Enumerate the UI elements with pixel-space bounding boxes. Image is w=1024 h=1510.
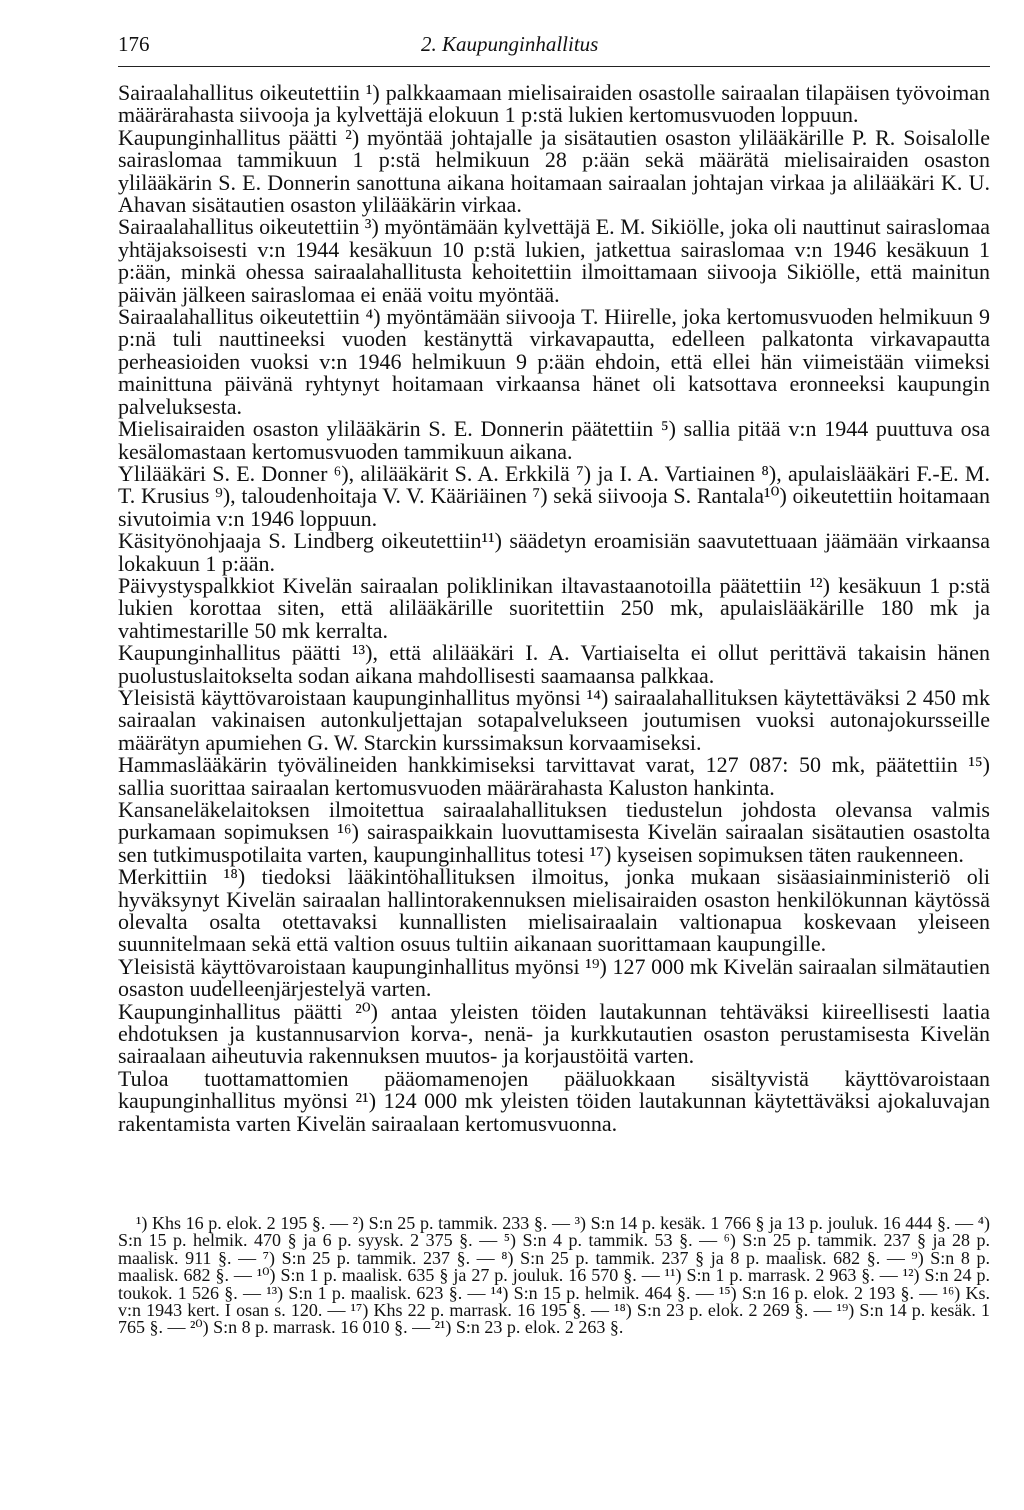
- paragraph: Sairaalahallitus oikeutettiin ¹) palkkaamaan mielisairaiden osastolle sairaalan tilapäisen työvoiman määrärahasta siivooja ja kylvettäjä elokuun 1 p:stä lukien kertomusvuoden loppuun.: [118, 80, 990, 128]
- footnote-text: ¹) Khs 16 p. elok. 2 195 §. — ²) S:n 25 p. tammik. 233 §. — ³) S:n 14 p. kesäk. 1 766 § ja 13 p. jouluk. 16 444 §. — ⁴) S:n 15 p. helmik. 470 § ja 6 p. syysk. 2 375 §. — ⁵) S:n 4 p. tammik. 53 §. — ⁶) S:n 25 p. tammik. 237 § ja 28 p. maalisk. 911 §. — ⁷) S:n 25 p. tammik. 237 §. — ⁸) S:n 25 p. tammik. 237 § ja 8 p. maalisk. 682 §. — ⁹) S:n 8 p. maalisk. 682 §. — ¹⁰) S:n 1 p. maalisk. 635 § ja 27 p. jouluk. 16 570 §. — ¹¹) S:n 1 p. marrask. 2 963 §. — ¹²) S:n 24 p. toukok. 1 526 §. — ¹³) S:n 1 p. maalisk. 623 §. — ¹⁴) S:n 15 p. helmik. 464 §. — ¹⁵) S:n 16 p. elok. 2 193 §. — ¹⁶) Ks. v:n 1943 kert. I osan s. 120. — ¹⁷) Khs 22 p. marrask. 16 195 §. — ¹⁸) S:n 23 p. elok. 2 269 §. — ¹⁹) S:n 14 p. kesäk. 1 765 §. — ²⁰) S:n 8 p. marrask. 16 010 §. — ²¹) S:n 23 p. elok. 2 263 §.: [118, 1213, 990, 1338]
- paragraph: Käsityönohjaaja S. Lindberg oikeutettiin¹¹) säädetyn eroamisiän saavutettuaan jäämään virkaansa lokakuun 1 p:ään.: [118, 528, 990, 576]
- paragraph: Hammaslääkärin työvälineiden hankkimiseksi tarvittavat varat, 127 087: 50 mk, päätettiin ¹⁵) sallia suorittaa sairaalan kertomusvuoden määrärahasta Kaluston hankinta.: [118, 752, 990, 800]
- paragraph: Mielisairaiden osaston ylilääkärin S. E. Donnerin päätettiin ⁵) sallia pitää v:n 1944 puuttuva osa kesälomastaan kertomusvuoden tammikuun aikana.: [118, 416, 990, 464]
- page-header: [118, 30, 990, 67]
- paragraph: Tuloa tuottamattomien pääomamenojen pääluokkaan sisältyvistä käyttövaroistaan kaupunginhallitus myönsi ²¹) 124 000 mk yleisten töiden lautakunnan käytettäväksi ajokaluvajan rakentamista varten Kivelän sairaalaan kertomusvuonna.: [118, 1065, 990, 1136]
- page-number: 176: [118, 32, 150, 56]
- paragraph: Yleisistä käyttövaroistaan kaupunginhallitus myönsi ¹⁹) 127 000 mk Kivelän sairaalan silmätautien osaston uudelleenjärjestelyä varten.: [118, 953, 990, 1002]
- main-text: [118, 82, 990, 1135]
- paragraph: Merkittiin ¹⁸) tiedoksi lääkintöhallituksen ilmoitus, jonka mukaan sisäasiainministeriö oli hyväksynyt Kivelän sairaalan hallintorakennuksen mielisairaiden osaston henkilökunnan käytössä olevalta osalta otettavaksi kunnallisten mielisairaalain valtionapua koskevaan yleiseen suunnitelmaan sekä että valtion osuus tultiin aikanaan suorittamaan kaupungille.: [118, 864, 990, 957]
- paragraph: Ylilääkäri S. E. Donner ⁶), alilääkärit S. A. Erkkilä ⁷) ja I. A. Vartiainen ⁸), apulaislääkäri F.-E. M. T. Krusius ⁹), taloudenhoitaja V. V. Kääriäinen ⁷) sekä siivooja S. Rantala¹⁰) oikeutettiin hoitamaan sivutoimia v:n 1946 loppuun.: [118, 460, 990, 531]
- paragraph: Kaupunginhallitus päätti ²⁰) antaa yleisten töiden lautakunnan tehtäväksi kiireellisesti laatia ehdotuksen ja kustannusarvion korva-, nenä- ja kurkkutautien osaston perustamisesta Kivelän sairaalaan aiheutuvia rakennuksen muutos- ja korjaustöitä varten.: [118, 998, 990, 1069]
- paragraph: Sairaalahallitus oikeutettiin ³) myöntämään kylvettäjä E. M. Sikiölle, joka oli nauttinut sairaslomaa yhtäjaksoisesti v:n 1944 kesäkuun 10 p:stä lukien, jatkettua sairaslomaa v:n 1946 kesäkuun 1 p:ään, minkä ohessa sairaalahallitusta kehoitettiin ilmoittamaan siivooja Sikiölle, että mainitun päivän jälkeen sairaslomaa ei enää voitu myöntää.: [118, 214, 990, 307]
- paragraph: Kaupunginhallitus päätti ²) myöntää johtajalle ja sisätautien osaston ylilääkärille P. R. Soisalolle sairaslomaa tammikuun 1 p:stä helmikuun 28 p:ään sekä määrätä mielisairaiden osaston ylilääkärin S. E. Donnerin sanottuna aikana hoitamaan sairaalan johtajan virkaa ja alilääkäri K. U. Ahavan sisätautien osaston ylilääkärin virkaa.: [118, 124, 990, 218]
- paragraph: Kaupunginhallitus päätti ¹³), että alilääkäri I. A. Vartiaiselta ei ollut perittävä takaisin hänen puolustuslaitokselta sodan aikana mahdollisesti saamaansa palkkaa.: [118, 640, 990, 688]
- paragraph: Yleisistä käyttövaroistaan kaupunginhallitus myönsi ¹⁴) sairaalahallituksen käytettäväksi 2 450 mk sairaalan vakinaisen autonkuljettajan sotapalvelukseen joutumisen vuoksi autonajokursseille määrätyn apumiehen G. W. Starckin kurssimaksun korvaamiseksi.: [118, 684, 990, 755]
- footnotes: [118, 1215, 990, 1337]
- paragraph: Päivystyspalkkiot Kivelän sairaalan poliklinikan iltavastaanotoilla päätettiin ¹²) kesäkuun 1 p:stä lukien korottaa siten, että alilääkärille suoritettiin 250 mk, apulaislääkärille 180 mk ja vahtimestarille 50 mk kerralta.: [118, 572, 990, 643]
- paragraph: Kansaneläkelaitoksen ilmoitettua sairaalahallituksen tiedustelun johdosta olevansa valmis purkamaan sopimuksen ¹⁶) sairaspaikkain luovuttamisesta Kivelän sairaalan sisätautien osastolta sen tutkimuspotilaita varten, kaupunginhallitus totesi ¹⁷) kyseisen sopimuksen täten raukenneen.: [118, 797, 990, 867]
- paragraph: Sairaalahallitus oikeutettiin ⁴) myöntämään siivooja T. Hiirelle, joka kertomusvuoden helmikuun 9 p:nä tuli nauttineeksi vuoden kestänyttä virkavapautta, edelleen palkatonta virkavapautta perheasioiden vuoksi v:n 1946 helmikuun 9 p:ään ehdoin, että ellei hän viimeistään viimeksi mainittuna päivänä ryhtynyt hoitamaan virkaansa hänet oli katsottava eronneeksi kaupungin palveluksesta.: [118, 304, 990, 419]
- running-title: 2. Kaupunginhallitus: [421, 32, 599, 56]
